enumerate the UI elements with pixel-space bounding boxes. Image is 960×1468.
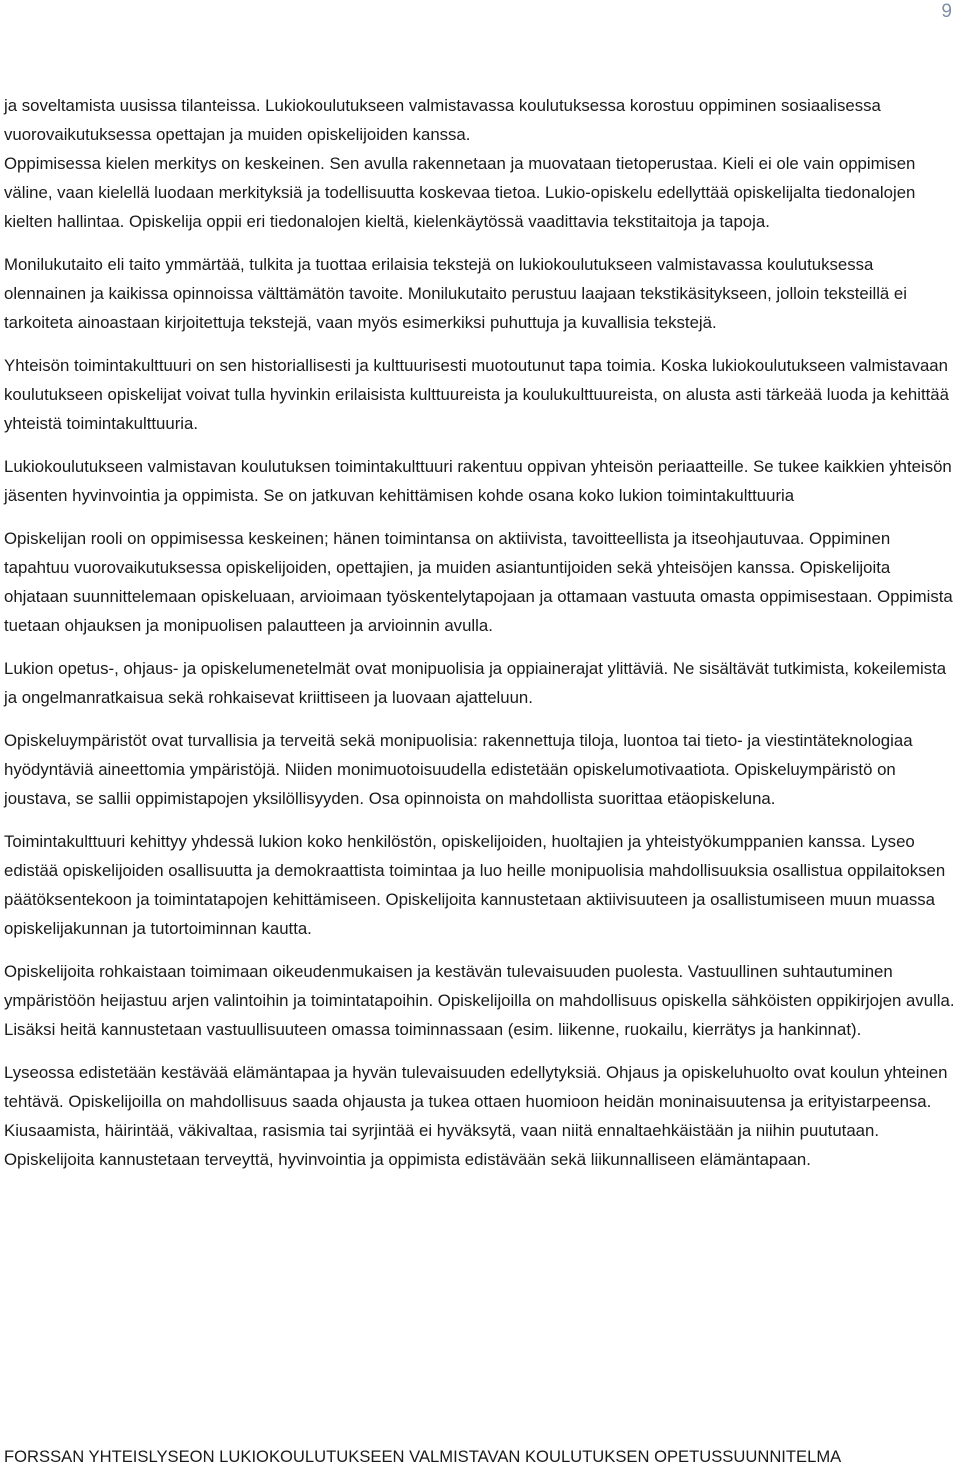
paragraph-10: Opiskelijoita rohkaistaan toimimaan oikeudenmukaisen ja kestävän tulevaisuuden puolesta. Vastuullinen suhtautuminen ympäristöön heijastuu arjen valintoihin ja toimintatapoihin. Opiskelijoilla on mahdollisuus opiskella sähköisten oppikirjojen avulla. Lisäksi heitä kannustetaan vastuullisuuteen omassa toiminnassaan (esim. liikenne, ruokailu, kierrätys ja hankinnat). [4,962,955,1039]
paragraph-2: Oppimisessa kielen merkitys on keskeinen. Sen avulla rakennetaan ja muovataan tietoperustaa. Kieli ei ole vain oppimisen väline, vaan kielellä luodaan merkityksiä ja todellisuutta koskevaa tietoa. Lukio-opiskelu edellyttää opiskelijalta tiedonalojen kielten hallintaa. Opiskelija oppii eri tiedonalojen kieltä, kielenkäytössä vaadittavia tekstitaitoja ja tapoja. [4,154,916,231]
page-footer: FORSSAN YHTEISLYSEON LUKIOKOULUTUKSEEN VALMISTAVAN KOULUTUKSEN OPETUSSUUNNITELMA [4,1447,842,1466]
page-number: 9 [941,1,952,22]
paragraph-1: ja soveltamista uusissa tilanteissa. Lukiokoulutukseen valmistavassa koulutuksessa korostuu oppiminen sosiaalisessa vuorovaikutuksessa opettajan ja muiden opiskelijoiden kanssa. [4,96,881,144]
paragraph-6: Opiskelijan rooli on oppimisessa keskeinen; hänen toimintansa on aktiivista, tavoitteellista ja itseohjautuvaa. Oppiminen tapahtuu vuorovaikutuksessa opiskelijoiden, opettajien, ja muiden asiantuntijoiden sekä yhteisöjen kanssa. Opiskelijoita ohjataan suunnittelemaan opiskeluaan, arvioimaan työskentelytapojaan ja ottamaan vastuuta omasta oppimisestaan. Oppimista tuetaan ohjauksen ja monipuolisen palautteen ja arvioinnin avulla. [4,529,953,635]
paragraph-4: Yhteisön toimintakulttuuri on sen historiallisesti ja kulttuurisesti muotoutunut tapa toimia. Koska lukiokoulutukseen valmistavaan koulutukseen opiskelijat voivat tulla hyvinkin erilaisista kulttuureista ja koulukulttuureista, on alusta asti tärkeää luoda ja kehittää yhteistä toimintakulttuuria. [4,356,949,433]
paragraph-7: Lukion opetus-, ohjaus- ja opiskelumenetelmät ovat monipuolisia ja oppiainerajat ylittäviä. Ne sisältävät tutkimista, kokeilemista ja ongelmanratkaisua sekä rohkaisevat kriittiseen ja luovaan ajatteluun. [4,659,947,707]
paragraph-9: Toimintakulttuuri kehittyy yhdessä lukion koko henkilöstön, opiskelijoiden, huoltajien ja yhteistyökumppanien kanssa. Lyseo edistää opiskelijoiden osallisuutta ja demokraattista toimintaa ja luo heille monipuolisia mahdollisuuksia osallistua oppilaitoksen päätöksentekoon ja toimintatapojen kehittämiseen. Opiskelijoita kannustetaan aktiivisuuteen ja osallistumiseen muun muassa opiskelijakunnan ja tutortoiminnan kautta. [4,832,946,938]
paragraph-8: Opiskeluympäristöt ovat turvallisia ja terveitä sekä monipuolisia: rakennettuja tiloja, luontoa tai tieto- ja viestintäteknologiaa hyödyntäviä aineettomia ympäristöjä. Niiden monimuotoisuudella edistetään opiskelumotivaatiota. Opiskeluympäristö on joustava, se sallii oppimistapojen yksilöllisyyden. Osa opinnoista on mahdollista suorittaa etäopiskeluna. [4,731,913,808]
paragraph-5: Lukiokoulutukseen valmistavan koulutuksen toimintakulttuuri rakentuu oppivan yhteisön periaatteille. Se tukee kaikkien yhteisön jäsenten hyvinvointia ja oppimista. Se on jatkuvan kehittämisen kohde osana koko lukion toimintakulttuuria [4,457,952,505]
paragraph-11: Lyseossa edistetään kestävää elämäntapaa ja hyvän tulevaisuuden edellytyksiä. Ohjaus ja opiskeluhuolto ovat koulun yhteinen tehtävä. Opiskelijoilla on mahdollisuus saada ohjausta ja tukea ottaen huomioon heidän moninaisuutensa ja erityistarpeensa. Kiusaamista, häirintää, väkivaltaa, rasismia tai syrjintää ei hyväksytä, vaan niitä ennaltaehkäistään ja niihin puututaan. Opiskelijoita kannustetaan terveyttä, hyvinvointia ja oppimista edistävään sekä liikunnalliseen elämäntapaan. [4,1063,948,1169]
document-body [4,91,956,1188]
paragraph-3: Monilukutaito eli taito ymmärtää, tulkita ja tuottaa erilaisia tekstejä on lukiokoulutukseen valmistavassa koulutuksessa olennainen ja kaikissa opinnoissa välttämätön tavoite. Monilukutaito perustuu laajaan tekstikäsitykseen, jolloin teksteillä ei tarkoiteta ainoastaan kirjoitettuja tekstejä, vaan myös esimerkiksi puhuttuja ja kuvallisia tekstejä. [4,255,907,332]
